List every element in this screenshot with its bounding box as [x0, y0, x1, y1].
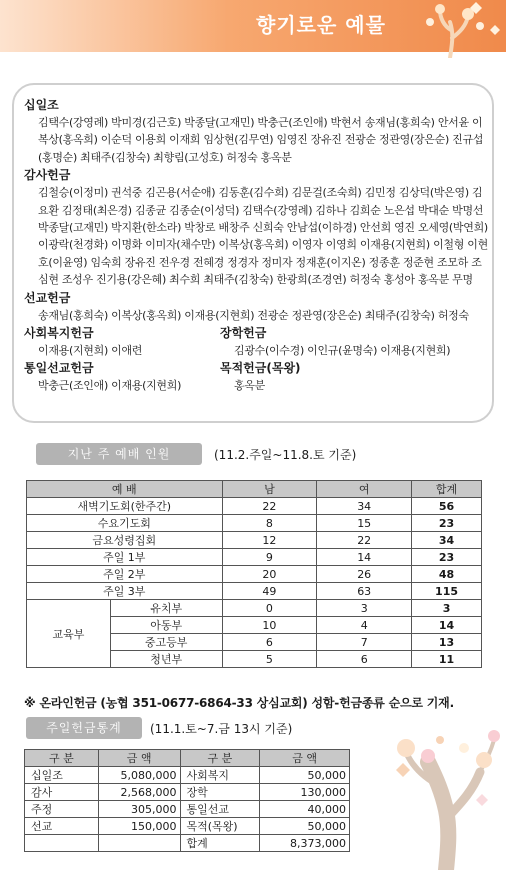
page-title: 향기로운 예물: [256, 13, 386, 37]
table-header-row: [27, 481, 482, 498]
table-row: 합계 8,373,000: [25, 835, 350, 852]
table-row: 선교 150,000 목적(목왕) 50,000: [25, 818, 350, 835]
table-row: 교육부 유치부 0 3 3: [27, 600, 482, 617]
mission-title: 선교헌금: [24, 290, 71, 305]
stats-label: 주일헌금통계: [26, 717, 142, 739]
table-row: 감사 2,568,000 장학 130,000: [25, 784, 350, 801]
edu-dept-label: 교육부: [27, 600, 111, 668]
tree-decoration-icon: [410, 0, 506, 58]
scholarship-title: 장학헌금: [220, 326, 267, 341]
thanks-names: 김철승(이정미) 권석중 김곤용(서순애) 김동훈(김수희) 김문걸(조숙희) 김민정 김상덕(박은영) 김요환 김정태(최은경) 김종균 김종순(이성덕) 김택수(강영례) 김하나 김희순 노은섭 박대순 박명선 박종달(고재민) 박지환(한소라) 박창로 배창주 신희숙 안남섭(이하경) 안선희 영진 오세영(박연희) 이광락(천경화) 이명화 이미자(채수만) 이복상(홍옥희) 이영자 이영희 이재용(지현희) 이철형 이현호(이윤영) 임숙희 장유진 전우경 전혜경 정경자 정미자 정재훈(이지온) 정종훈 정준현 조모하 조심현 조성우 진기용(강은혜) 최수희 최태주(김창숙) 한광희(조경연) 허정숙 홍성아 홍옥분 무명: [38, 186, 488, 287]
mission-names: 송재님(홍희숙) 이복상(홍옥희) 이재용(지현희) 전광순 정관영(장은순) 최태주(김창숙) 허정숙: [38, 308, 469, 322]
unification-designated-row: [24, 359, 488, 394]
welfare-names: 이재용(지현희) 이애련: [38, 344, 143, 358]
table-row: 금요성령집회 12 22 34: [27, 532, 482, 549]
col-header-female: 여: [317, 481, 412, 498]
table-row: 십일조 5,080,000 사회복지 50,000: [25, 767, 350, 784]
scholarship-names: 김광수(이수경) 이인규(윤명숙) 이재용(지현희): [234, 344, 451, 358]
table-row: 중고등부 6 7 13: [27, 634, 482, 651]
table-row: 주정 305,000 통일선교 40,000: [25, 801, 350, 818]
tithe-names: 김택수(강영례) 박미경(김근호) 박종달(고재민) 박충근(조인애) 박현서 송재님(홍희숙) 안서윤 이복상(홍옥희) 이순덕 이용희 이재희 임상현(김무연) 임영진 장유진 전광순 정관영(장은순) 진규섭(홍명순) 최태주(김창숙) 최향림(고성호) 허정숙 홍옥분: [38, 116, 484, 164]
thanks-title: 감사헌금: [24, 168, 71, 183]
table-row: 주일 3부 49 63 115: [27, 583, 482, 600]
table-row: 아동부 10 4 14: [27, 617, 482, 634]
table-row: 새벽기도회(한주간) 22 34 56: [27, 498, 482, 515]
welfare-scholarship-row: [24, 324, 488, 359]
welfare-title: 사회복지헌금: [24, 326, 94, 341]
col-header-service: 예 배: [27, 481, 223, 498]
tree-illustration-icon: [376, 700, 506, 870]
attendance-table: [26, 480, 482, 668]
col-header-male: 남: [222, 481, 317, 498]
offering-stats-table: [24, 749, 350, 852]
stats-period: (11.1.토~7.금 13시 기준): [150, 722, 293, 736]
col-header-total: 합계: [412, 481, 482, 498]
unification-names: 박충근(조인애) 이재용(지현희): [38, 379, 182, 393]
table-row: 수요기도회 8 15 23: [27, 515, 482, 532]
page-header: [0, 0, 506, 52]
table-row: 주일 2부 20 26 48: [27, 566, 482, 583]
unification-title: 통일선교헌금: [24, 361, 94, 376]
table-header-row: 구 분 금 액 구 분 금 액: [25, 750, 350, 767]
attendance-label: 지난 주 예배 인원: [36, 443, 202, 465]
online-offering-note: ※ 온라인헌금 (농협 351-0677-6864-33 상심교회) 성함-헌금종류 순으로 기재.: [24, 696, 454, 710]
tithe-title: 십일조: [24, 98, 59, 112]
table-row: 주일 1부 9 14 23: [27, 549, 482, 566]
table-row: 청년부 5 6 11: [27, 651, 482, 668]
designated-names: 홍옥분: [234, 379, 265, 393]
offerings-list: [24, 96, 488, 395]
attendance-period: (11.2.주일~11.8.토 기준): [214, 448, 357, 462]
designated-title: 목적헌금(목왕): [220, 361, 301, 376]
